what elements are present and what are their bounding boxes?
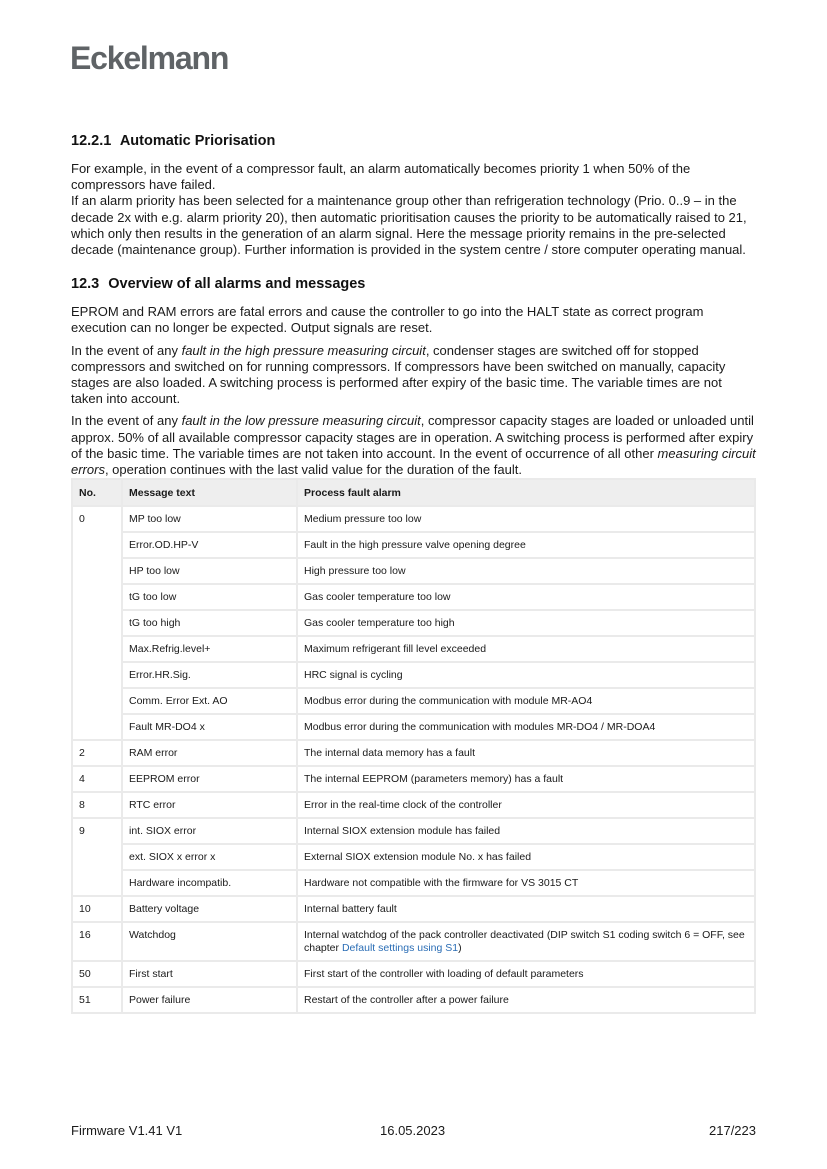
cell-process-fault-alarm: Restart of the controller after a power failure xyxy=(297,987,755,1013)
heading-title: Overview of all alarms and messages xyxy=(108,276,366,293)
heading-12-3 xyxy=(71,276,756,292)
text: In the event of any xyxy=(71,342,182,358)
cell-process-fault-alarm: Gas cooler temperature too low xyxy=(297,584,755,610)
cell-process-fault-alarm: HRC signal is cycling xyxy=(297,662,755,688)
cell-no: 9 xyxy=(72,818,122,896)
table-row xyxy=(72,896,755,922)
cell-message-text: int. SIOX error xyxy=(122,818,297,844)
paragraph xyxy=(71,343,756,408)
cell-no: 16 xyxy=(72,922,122,961)
cell-message-text: Power failure xyxy=(122,987,297,1013)
text: , condenser stages are switched off for stopped compressors and switched on for running compressors. If compressors have been switched on manually, capacity stages are also loaded. A switching process is performed after expiry of the basic time. The variable times are not taken into account. xyxy=(71,342,726,407)
table-row xyxy=(72,610,755,636)
heading-number: 12.3 xyxy=(71,276,100,293)
table-row xyxy=(72,636,755,662)
page-content xyxy=(71,133,756,1014)
cell-no: 10 xyxy=(72,896,122,922)
cell-process-fault-alarm: Internal battery fault xyxy=(297,896,755,922)
table-row xyxy=(72,922,755,961)
cell-message-text: Battery voltage xyxy=(122,896,297,922)
cell-process-fault-alarm: Fault in the high pressure valve opening degree xyxy=(297,532,755,558)
cell-message-text: Error.OD.HP-V xyxy=(122,532,297,558)
cell-process-fault-alarm: Maximum refrigerant fill level exceeded xyxy=(297,636,755,662)
cell-message-text: MP too low xyxy=(122,506,297,532)
column-header-message-text: Message text xyxy=(122,479,297,506)
paragraph: EPROM and RAM errors are fatal errors and cause the controller to go into the HALT state as correct program execution can no longer be expected. Output signals are reset. xyxy=(71,304,704,336)
footer-page-number: 217/223 xyxy=(709,1123,756,1138)
cell-message-text: HP too low xyxy=(122,558,297,584)
cell-process-fault-alarm: Medium pressure too low xyxy=(297,506,755,532)
table-row xyxy=(72,792,755,818)
cell-message-text: RTC error xyxy=(122,792,297,818)
italic-text: fault in the low pressure measuring circuit xyxy=(181,413,421,429)
cell-message-text: Fault MR-DO4 x xyxy=(122,714,297,740)
text: , compressor capacity stages are loaded or unloaded until approx. 50% of all available compressor capacity stages are in operation. A switching process is performed after expiry of the basic time. The variable times are not taken into account. In the event of occurrence of all other xyxy=(71,413,754,461)
heading-12-2-1 xyxy=(71,133,756,149)
table-row xyxy=(72,558,755,584)
cell-process-fault-alarm: First start of the controller with loading of default parameters xyxy=(297,961,755,987)
paragraph: If an alarm priority has been selected for a maintenance group other than refrigeration technology (Prio. 0..9 – in the decade 2x with e.g. alarm priority 20), then automatic prioritisation causes the priority to be automatically raised to 21, which only then results in the generation of an alarm signal. Here the message priority remains in the pre-selected decade (maintenance group). Further information is provided in the system centre / store computer operating manual. xyxy=(71,193,747,258)
cell-message-text: First start xyxy=(122,961,297,987)
table-row xyxy=(72,714,755,740)
table-row xyxy=(72,844,755,870)
cell-message-text: Error.HR.Sig. xyxy=(122,662,297,688)
cell-message-text: Comm. Error Ext. AO xyxy=(122,688,297,714)
italic-text: fault in the high pressure measuring circuit xyxy=(181,342,426,358)
cell-message-text: tG too high xyxy=(122,610,297,636)
cell-process-fault-alarm: High pressure too low xyxy=(297,558,755,584)
alarms-table xyxy=(71,478,756,1014)
table-row xyxy=(72,818,755,844)
table-row xyxy=(72,961,755,987)
cell-no: 0 xyxy=(72,506,122,740)
cell-message-text: Watchdog xyxy=(122,922,297,961)
cell-message-text: EEPROM error xyxy=(122,766,297,792)
default-settings-link[interactable]: Default settings using S1 xyxy=(341,942,459,955)
cell-process-fault-alarm: Error in the real-time clock of the controller xyxy=(297,792,755,818)
cell-message-text: ext. SIOX x error x xyxy=(122,844,297,870)
table-row xyxy=(72,870,755,896)
text: ) xyxy=(458,942,462,955)
column-header-process-fault-alarm: Process fault alarm xyxy=(297,479,755,506)
cell-process-fault-alarm: Modbus error during the communication with module MR-AO4 xyxy=(297,688,755,714)
cell-process-fault-alarm: Gas cooler temperature too high xyxy=(297,610,755,636)
cell-process-fault-alarm: The internal data memory has a fault xyxy=(297,740,755,766)
footer-date: 16.05.2023 xyxy=(380,1123,446,1138)
cell-message-text: Max.Refrig.level+ xyxy=(122,636,297,662)
table-row xyxy=(72,662,755,688)
heading-number: 12.2.1 xyxy=(71,133,112,149)
cell-no: 50 xyxy=(72,961,122,987)
cell-no: 4 xyxy=(72,766,122,792)
cell-no: 51 xyxy=(72,987,122,1013)
heading-title: Automatic Priorisation xyxy=(119,133,276,149)
column-header-no: No. xyxy=(72,479,122,506)
eckelmann-logo: Eckelmann xyxy=(70,40,229,76)
footer-firmware-version: Firmware V1.41 V1 xyxy=(71,1123,183,1138)
table-row xyxy=(72,584,755,610)
table-row xyxy=(72,688,755,714)
paragraph: For example, in the event of a compressor fault, an alarm automatically becomes priority 1 when 50% of the compressors have failed. xyxy=(71,161,691,193)
text: Internal watchdog of the pack controller deactivated (DIP switch S1 coding switch 6 = OFF, see chapter xyxy=(304,929,745,955)
table-row xyxy=(72,532,755,558)
text: , operation continues with the last valid value for the duration of the fault. xyxy=(104,462,522,478)
cell-no: 8 xyxy=(72,792,122,818)
cell-process-fault-alarm: Modbus error during the communication with modules MR-DO4 / MR-DOA4 xyxy=(297,714,755,740)
cell-process-fault-alarm: Hardware not compatible with the firmware for VS 3015 CT xyxy=(297,870,755,896)
paragraph xyxy=(71,413,756,478)
cell-message-text: RAM error xyxy=(122,740,297,766)
table-row xyxy=(72,506,755,532)
italic-text: measuring circuit errors xyxy=(71,445,756,478)
cell-process-fault-alarm: The internal EEPROM (parameters memory) has a fault xyxy=(297,766,755,792)
cell-process-fault-alarm: Internal SIOX extension module has failed xyxy=(297,818,755,844)
cell-no: 2 xyxy=(72,740,122,766)
table-row xyxy=(72,987,755,1013)
cell-process-fault-alarm xyxy=(297,922,755,961)
cell-message-text: tG too low xyxy=(122,584,297,610)
table-row xyxy=(72,766,755,792)
cell-process-fault-alarm: External SIOX extension module No. x has failed xyxy=(297,844,755,870)
table-body xyxy=(72,506,755,1013)
table-header-row xyxy=(72,479,755,506)
table-row xyxy=(72,740,755,766)
cell-message-text: Hardware incompatib. xyxy=(122,870,297,896)
text: In the event of any xyxy=(71,413,182,429)
